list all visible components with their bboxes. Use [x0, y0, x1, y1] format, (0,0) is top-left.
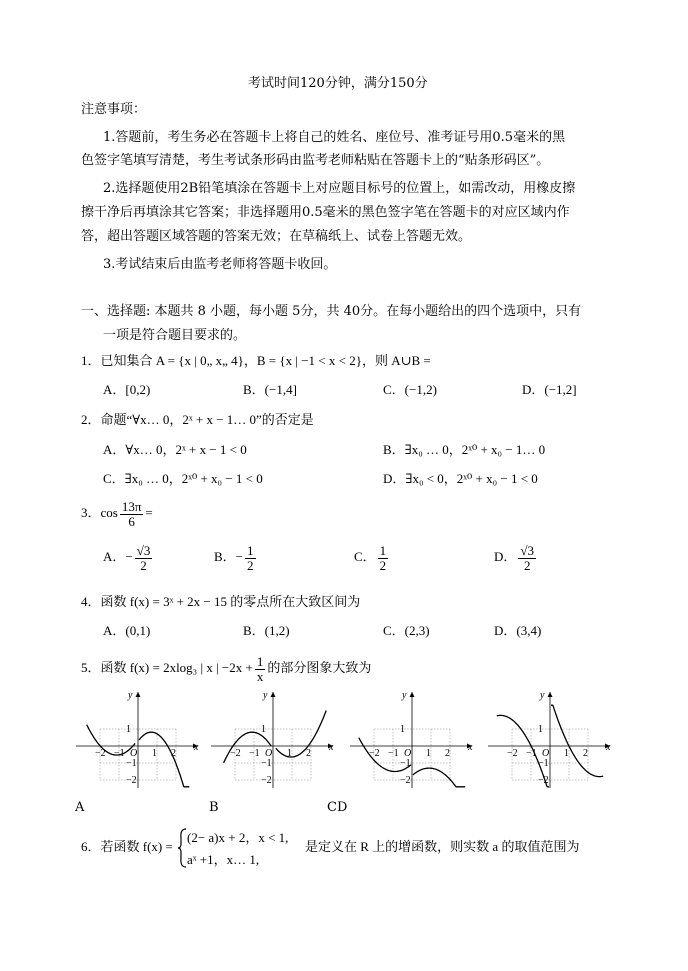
q3-b-label: B．	[214, 549, 236, 564]
graph-a-ytick-1: −1	[126, 758, 137, 769]
q6-piece-2: aˣ +1，x… 1,	[187, 852, 260, 867]
q3-b-den: 2	[247, 557, 254, 573]
graph-b	[207, 688, 339, 792]
q4-option-a: A．(0,1)	[103, 623, 151, 638]
graph-b-ytick-0: 1	[261, 724, 266, 735]
graph-d-ytick-1: −1	[538, 758, 549, 769]
graph-d-ytick-0: 1	[538, 724, 543, 735]
q3-frac-num: 13π	[121, 498, 142, 514]
graph-d-xtick-3: 2	[583, 748, 588, 759]
graph-label-a: A	[75, 800, 85, 815]
graph-d-y-label: y	[540, 690, 545, 701]
notice-2b: 擦干净后再填涂其它答案；非选择题用0.5毫米的黑色签字笔在答题卡的对应区域内作	[81, 205, 570, 220]
q3-c-label: C．	[354, 549, 376, 564]
q1-option-a: A．[0,2)	[103, 382, 151, 397]
graph-c-origin-label: O	[404, 748, 412, 759]
q4-option-b: B．(1,2)	[243, 623, 290, 638]
q2-option-c: C．∃x₀ … 0，2ˣ⁰ + x₀ − 1 < 0	[103, 471, 263, 486]
graph-d-xtick-2: 1	[564, 748, 569, 759]
q1-option-b: B．(−1,4]	[243, 382, 297, 397]
graph-d	[484, 688, 616, 792]
q3-a-den: 2	[140, 557, 147, 573]
graph-a-xtick-1: −1	[114, 748, 125, 759]
graph-b-ytick-2: −2	[261, 775, 272, 786]
graph-b-curve-1	[276, 711, 326, 758]
graph-c	[346, 688, 478, 792]
q3-c-fraction	[378, 544, 389, 573]
q3-d-num: √3	[520, 542, 535, 558]
q3-stem	[81, 498, 153, 529]
q6-prefix: 6．若函数 f(x) =	[81, 839, 173, 854]
notice-2a: 2.选择题使用2B铅笔填涂在答题卡上对应题目标号的位置上，如需改动，用橡皮擦	[103, 181, 576, 196]
graph-b-y-arrow	[271, 692, 276, 697]
graph-b-ytick-1: −1	[261, 758, 272, 769]
q3-a-num: √3	[136, 542, 151, 558]
q3-c-den: 2	[379, 557, 387, 573]
q5-frac-num: 1	[256, 653, 264, 669]
graph-a	[72, 688, 204, 792]
q3-fraction	[120, 500, 144, 529]
q3-d-den: 2	[523, 557, 531, 573]
graph-a-ytick-0: 1	[126, 724, 131, 735]
graph-a-x-label: x	[194, 742, 199, 753]
q5-suffix: 的部分图象大致为	[267, 660, 372, 675]
q3-prefix: 3．cos	[81, 505, 118, 520]
q3-option-a	[103, 542, 154, 573]
q5-fraction	[255, 655, 266, 684]
q6-piece-1: (2− a)x + 2，x < 1,	[187, 830, 289, 845]
graph-a-ytick-2: −2	[126, 775, 137, 786]
q5-prefix: 5．函数 f(x) = 2xlog₃ | x | −2x +	[81, 660, 253, 675]
graph-a-y-label: y	[128, 690, 133, 701]
graph-c-xtick-0: −2	[369, 748, 380, 759]
q6-brace	[177, 828, 187, 868]
q3-b-fraction	[245, 544, 256, 573]
section-heading-1: 一、选择题: 本题共 8 小题，每小题 5分，共 40分。在每小题给出的四个选项中，只有	[81, 304, 582, 319]
notice-3: 3.考试结束后由监考老师将答题卡收回。	[103, 257, 337, 272]
graph-a-y-arrow	[136, 692, 141, 697]
graph-d-y-arrow	[548, 692, 553, 697]
q2-stem: 2．命题“∀x… 0，2ˣ + x − 1… 0”的否定是	[81, 412, 314, 427]
graph-label-cd: CD	[327, 800, 348, 815]
graph-d-ytick-2: −2	[538, 775, 549, 786]
q3-b-num: 1	[247, 542, 254, 558]
graph-b-xtick-3: 2	[306, 748, 311, 759]
graph-a-xtick-3: 2	[171, 748, 176, 759]
q3-a-sign: −	[125, 549, 133, 564]
graph-c-xtick-3: 2	[445, 748, 450, 759]
graph-b-x-label: x	[329, 742, 334, 753]
graph-d-curve-1	[551, 705, 603, 776]
q3-option-c	[354, 542, 390, 573]
notice-title: 注意事项：	[81, 102, 147, 117]
q4-option-d: D．(3,4)	[494, 623, 542, 638]
graph-a-xtick-2: 1	[152, 748, 157, 759]
q3-d-label: D．	[494, 549, 517, 564]
graph-b-origin-label: O	[265, 748, 273, 759]
q3-b-sign: −	[235, 549, 244, 564]
graph-a-curve-1	[139, 732, 189, 787]
q5-frac-den: x	[256, 668, 264, 684]
graph-d-x-label: x	[606, 742, 611, 753]
graph-c-x-label: x	[468, 742, 473, 753]
graph-b-xtick-0: −2	[230, 748, 241, 759]
q1-option-d: D．(−1,2]	[522, 382, 577, 397]
graph-b-xtick-2: 1	[287, 748, 292, 759]
section-heading-2: 一项是符合题目要求的。	[103, 328, 247, 343]
q3-option-b	[214, 542, 258, 573]
q1-stem: 1．已知集合 A = {x | 0„ x„ 4}，B = {x | −1 < x < 2}，则 A∪B =	[81, 353, 431, 368]
graph-c-xtick-1: −1	[388, 748, 399, 759]
notice-1b: 色签字笔填写清楚，考生考试条形码由监考老师粘贴在答题卡上的“贴条形码区”。	[81, 153, 550, 168]
graph-c-y-arrow	[410, 692, 415, 697]
graph-d-xtick-0: −2	[507, 748, 518, 759]
q2-option-d: D．∃x₀ < 0，2ˣ⁰ + x₀ − 1 < 0	[383, 471, 538, 486]
graph-b-xtick-1: −1	[249, 748, 260, 759]
q4-stem: 4．函数 f(x) = 3ˣ + 2x − 15 的零点所在大致区间为	[81, 594, 361, 609]
graph-d-xtick-1: −1	[526, 748, 537, 759]
q3-a-fraction	[135, 544, 153, 573]
graph-c-curve-1	[413, 768, 465, 787]
q3-d-fraction	[518, 544, 536, 573]
q1-option-c: C．(−1,2)	[383, 382, 437, 397]
notice-2c: 答，超出答题区域答题的答案无效；在草稿纸上、试卷上答题无效。	[81, 229, 472, 244]
q4-option-c: C．(2,3)	[383, 623, 430, 638]
q3-frac-den: 6	[128, 513, 135, 529]
graph-c-ytick-2: −2	[400, 775, 411, 786]
q3-c-num: 1	[379, 542, 387, 558]
exam-header: 考试时间120分钟，满分150分	[248, 76, 428, 91]
q3-suffix: =	[145, 505, 153, 520]
q3-a-label: A．	[103, 549, 126, 564]
graph-a-xtick-0: −2	[95, 748, 106, 759]
q2-option-a: A．∀x… 0，2ˣ + x − 1 < 0	[103, 442, 247, 457]
graph-c-y-label: y	[402, 690, 407, 701]
q6-suffix: 是定义在 R 上的增函数，则实数 a 的取值范围为	[305, 839, 580, 854]
graph-b-y-label: y	[263, 690, 268, 701]
q3-option-d	[494, 542, 538, 573]
graph-c-ytick-0: 1	[400, 724, 405, 735]
graph-a-origin-label: O	[130, 748, 138, 759]
graph-c-xtick-2: 1	[426, 748, 431, 759]
graph-d-origin-label: O	[542, 748, 550, 759]
q5-stem	[81, 652, 371, 684]
graph-label-b: B	[209, 800, 219, 815]
q2-option-b: B．∃x₀ … 0，2ˣ⁰ + x₀ − 1… 0	[383, 442, 546, 457]
notice-1a: 1.答题前，考生务必在答题卡上将自己的姓名、座位号、准考证号用0.5毫米的黑	[103, 130, 566, 145]
graph-c-ytick-1: −1	[400, 758, 411, 769]
